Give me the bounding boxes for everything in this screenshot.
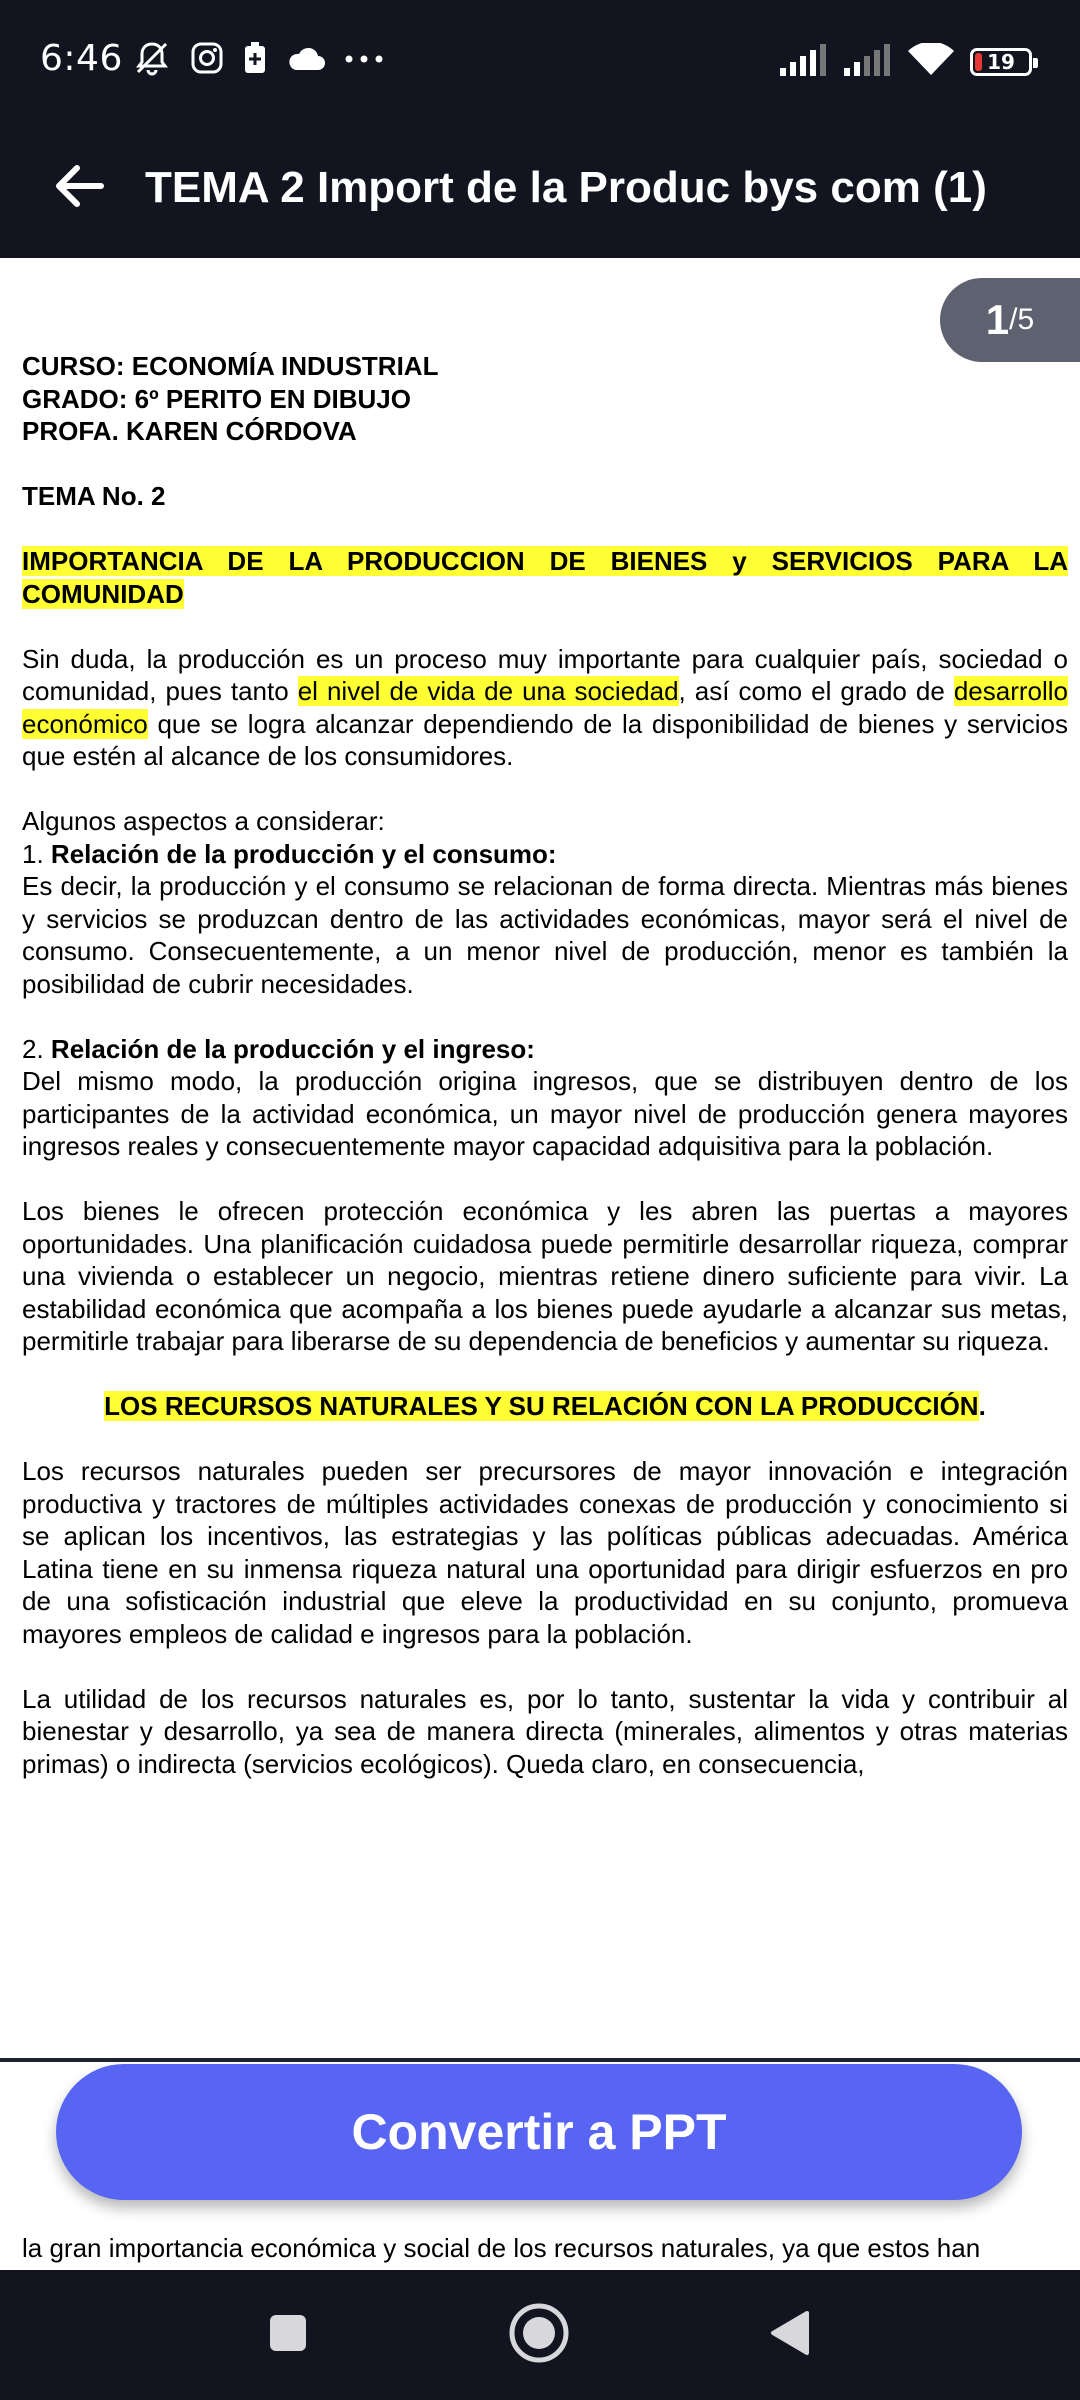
section2-title-period: . — [978, 1391, 986, 1421]
aspect1-title: Relación de la producción y el consumo: — [50, 838, 557, 869]
recents-square-icon — [266, 2311, 310, 2360]
arrow-left-icon — [53, 164, 105, 213]
battery-icon — [970, 48, 1032, 76]
more-icon — [344, 51, 384, 69]
aspect1-heading — [22, 838, 1068, 871]
document-page — [22, 350, 1068, 1780]
page-current: 1 — [985, 296, 1010, 343]
app-bar — [0, 128, 1080, 258]
notification-icons — [132, 40, 384, 80]
aspects-intro: Algunos aspectos a considerar: — [22, 806, 385, 836]
status-time: 6:46 — [40, 38, 123, 79]
back-triangle-icon — [767, 2309, 811, 2362]
page-separator: / — [1009, 303, 1018, 336]
recents-button[interactable] — [253, 2300, 323, 2370]
intro-text-2: , así como el grado de — [678, 676, 954, 706]
aspect2-heading — [22, 1033, 1068, 1066]
aspect2-title: Relación de la producción y el ingreso: — [50, 1033, 535, 1064]
aspect1-number: 1. — [22, 838, 51, 869]
wifi-icon — [908, 43, 954, 82]
document-viewer[interactable] — [0, 258, 1080, 2058]
continuation-line: la gran importancia económica y social de los recursos naturales, ya que estos han — [22, 2233, 981, 2263]
home-circle-icon — [507, 2301, 571, 2370]
convert-to-ppt-button[interactable] — [56, 2064, 1022, 2200]
document-title: TEMA 2 Import de la Produc bys com (1) — [145, 163, 987, 212]
navigation-bar — [0, 2270, 1080, 2400]
main-title — [22, 545, 1068, 610]
back-nav-button[interactable] — [754, 2300, 824, 2370]
recursos-paragraph: Los recursos naturales pueden ser precursores de mayor innovación e integración productiva y tractores de múltiples actividades conexas de producción y conocimiento si se aplican los incentivos, las estrategias y las políticas públicas adecuadas. América Latina tiene en su inmensa riqueza natural una oportunidad para dirigir esfuerzos en pro de una sofisticación industrial que eleve la productividad en su conjunto, promueva mayores empleos de calidad e ingresos para la población. — [22, 1456, 1068, 1649]
signal-icon — [844, 44, 892, 81]
highlight-desarrollo: desarrollo económico — [22, 676, 1069, 739]
tema-heading: TEMA No. 2 — [22, 481, 166, 511]
section2-title-text: LOS RECURSOS NATURALES Y SU RELACIÓN CON LA PRODUCCIÓN — [104, 1391, 979, 1421]
home-button[interactable] — [504, 2300, 574, 2370]
battery-level: 19 — [987, 50, 1015, 74]
aspect2-number: 2. — [22, 1033, 51, 1064]
bienes-paragraph: Los bienes le ofrecen protección económica y les abren las puertas a mayores oportunidades. Una planificación cuidadosa puede permitirle desarrollar riqueza, comprar una vivienda o establecer un negocio, mientras retiene dinero suficiente para vivir. La estabilidad económica que acompaña a los bienes puede ayudarle a alcanzar sus metas, permitirle trabajar para liberarse de su dependencia de beneficios y aumentar su riqueza. — [22, 1196, 1068, 1356]
system-icons — [780, 42, 1032, 82]
battery-saver-icon — [242, 41, 268, 80]
highlight-nivel-de-vida: el nivel de vida de una sociedad — [297, 676, 679, 706]
section2-title — [22, 1390, 1068, 1423]
back-button[interactable] — [44, 153, 114, 223]
instagram-icon — [190, 41, 224, 80]
intro-text-1: Sin duda, la producción es un proceso muy importante para cualquier país, sociedad o comunidad, pues tanto — [22, 643, 1068, 706]
page-total: 5 — [1017, 303, 1035, 336]
intro-paragraph — [22, 643, 1068, 773]
course-line: CURSO: ECONOMÍA INDUSTRIAL — [22, 351, 439, 381]
status-bar — [0, 0, 1080, 128]
main-title-text: IMPORTANCIA DE LA PRODUCCION DE BIENES y SERVICIOS PARA LA COMUNIDAD — [22, 546, 1068, 609]
mute-icon — [132, 38, 172, 83]
aspect2-body: Del mismo modo, la producción origina ingresos, que se distribuyen dentro de los participantes de la actividad económica, un mayor nivel de producción genera mayores ingresos reales y consecuentemente mayor capacidad adquisitiva para la población. — [22, 1066, 1068, 1161]
utilidad-paragraph: La utilidad de los recursos naturales es, por lo tanto, sustentar la vida y contribuir al bienestar y desarrollo, ya sea de manera directa (minerales, alimentos y otras materias primas) o indirecta (servicios ecológicos). Queda claro, en consecuencia, — [22, 1683, 1068, 1779]
intro-text-3: que se logra alcanzar dependiendo de la disponibilidad de bienes y servicios que estén al alcance de los consumidores. — [22, 708, 1068, 771]
cloud-icon — [286, 43, 326, 78]
page-divider — [0, 2058, 1080, 2062]
aspect1-body: Es decir, la producción y el consumo se relacionan de forma directa. Mientras más bienes y servicios se produzcan dentro de las actividades económicas, mayor será el nivel de consumo. Consecuentemente, a un menor nivel de producción, menor es también la posibilidad de cubrir necesidades. — [22, 871, 1068, 999]
teacher-line: PROFA. KAREN CÓRDOVA — [22, 416, 357, 446]
signal-icon — [780, 44, 828, 81]
convert-to-ppt-label: Convertir a PPT — [351, 2104, 727, 2160]
grade-line: GRADO: 6º PERITO EN DIBUJO — [22, 383, 411, 414]
